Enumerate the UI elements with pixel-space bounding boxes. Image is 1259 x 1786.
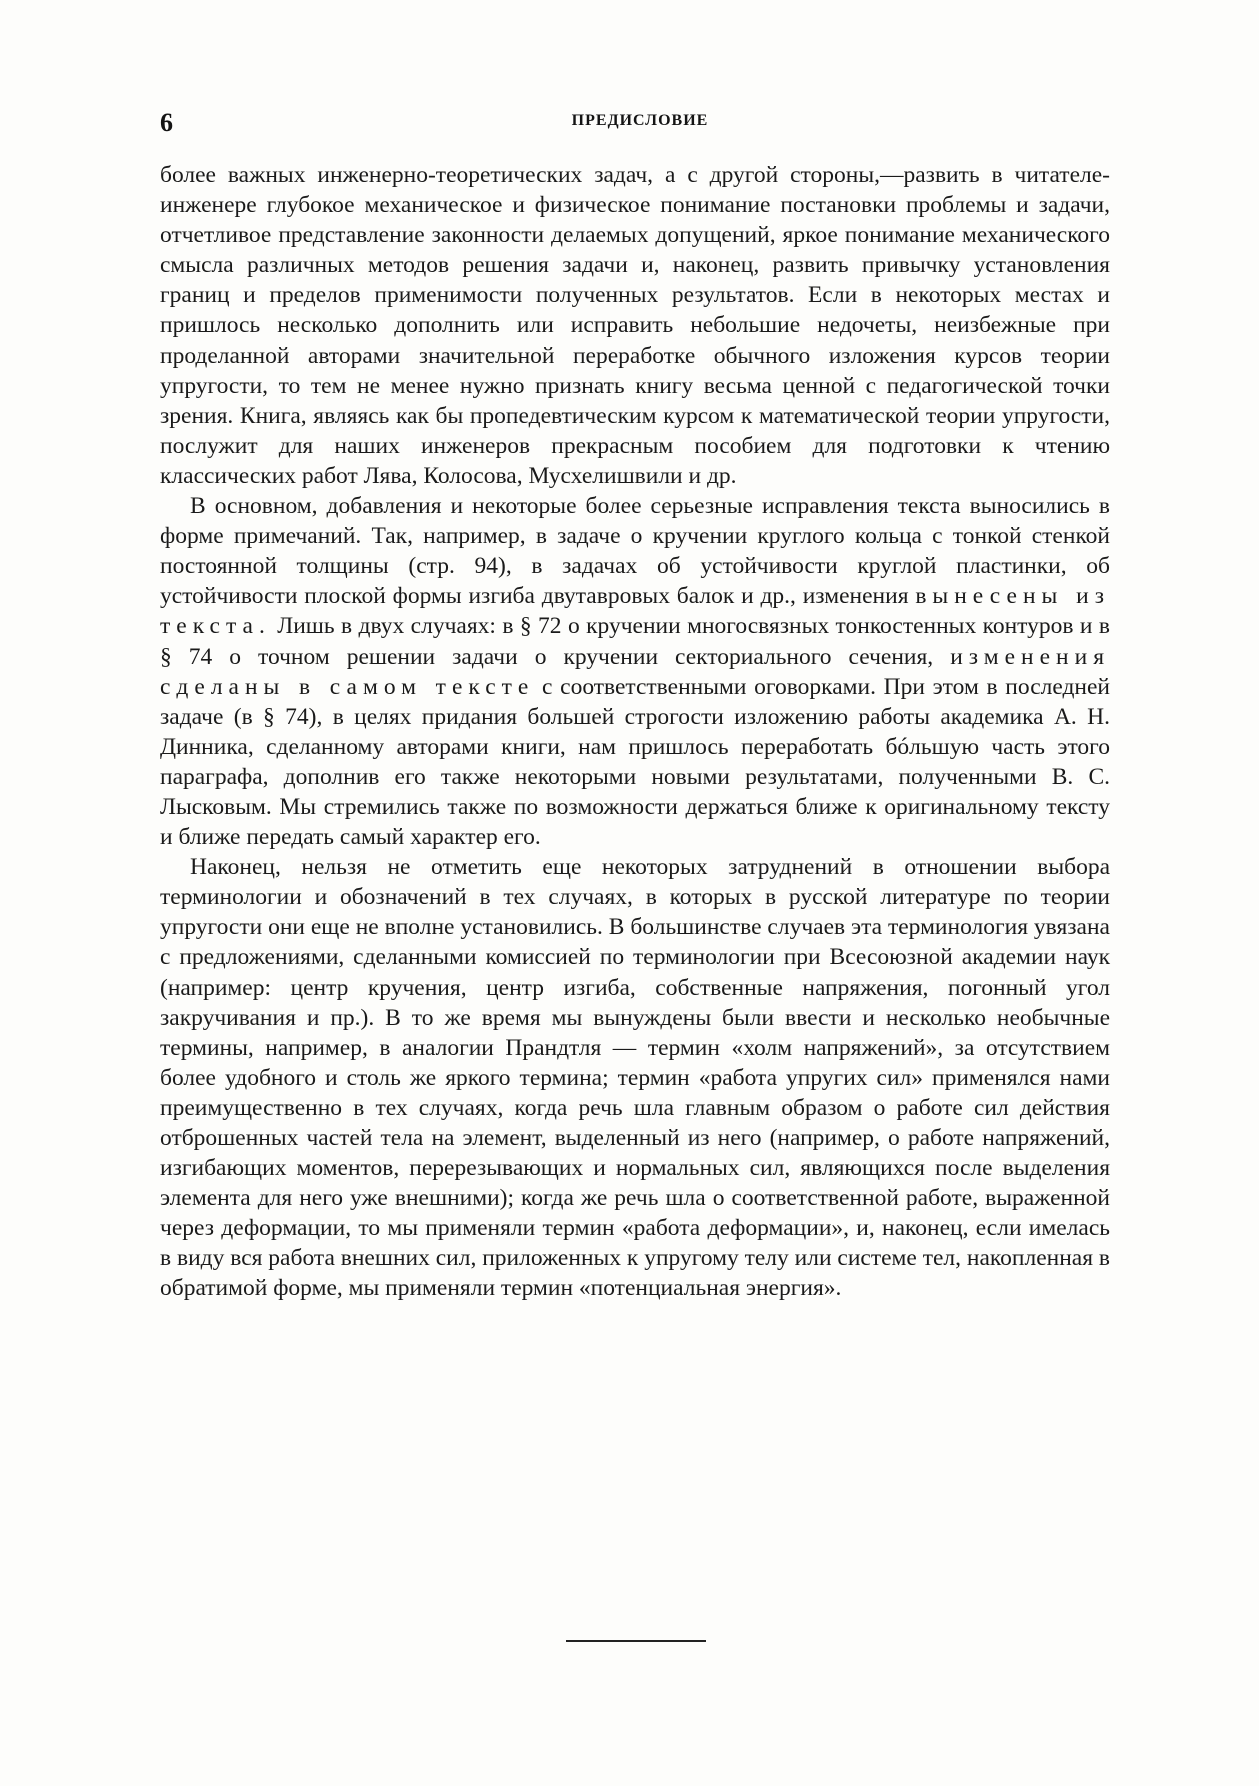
paragraph-1: более важных инженерно-теоретических задач, а с другой стороны,—развить в читателе-инженере глубокое механическое и физическое понимание постановки проблемы и задачи, отчетливое представление законности делаемых допущений, яркое понимание механического смысла различных методов решения задачи и, наконец, развить привычку установления границ и пределов применимости полученных результатов. Если в некоторых местах и пришлось несколько дополнить или исправить небольшие недочеты, неизбежные при проделанной авторами значительной переработке обычного изложения курсов теории упругости, то тем не менее нужно признать книгу весьма ценной с педагогической точки зрения. Книга, являясь как бы пропедевтическим курсом к математической теории упругости, послужит для наших инженеров прекрасным пособием для подготовки к чтению классических работ Лява, Колосова, Мусхелишвили и др. (160, 162, 1110, 489)
page-number: 6 (160, 108, 173, 137)
end-rule (566, 1640, 706, 1642)
paragraph-2 (160, 491, 1110, 852)
paragraph-2-spaced-1: вынесены из текста. (160, 583, 1110, 640)
paragraph-2-part-3: с соответственными оговорками. При этом в последней задаче (в § 74), в целях придания большей строгости изложению работы академика А. Н. Динника, сделанному авторами книги, нам пришлось переработать бóльшую часть этого параграфа, дополнив его также некоторыми новыми результатами, полученными В. С. Лысковым. Мы стремились также по возможности держаться ближе к оригинальному тексту и ближе передать самый характер его. (160, 673, 1111, 851)
paragraph-2-spaced-2: изменения сделаны в самом тексте (160, 643, 1110, 700)
body-text (160, 160, 1110, 1304)
page-header (160, 108, 1110, 138)
paragraph-3: Наконец, нельзя не отметить еще некоторых затруднений в отношении выбора терминологии и обозначений в тех случаях, в которых в русской литературе по теории упругости они еще не вполне установились. В большинстве случаев эта терминология увязана с предложениями, сделанными комиссией по терминологии при Всесоюзной академии наук (например: центр кручения, центр изгиба, собственные напряжения, погонный угол закручивания и пр.). В то же время мы вынуждены были ввести и несколько необычные термины, например, в аналогии Прандтля — термин «холм напряжений», за отсутствием более удобного и столь же яркого термина; термин «работа упругих сил» применялся нами преимущественно в тех случаях, когда речь шла главным образом о работе сил действия отброшенных частей тела на элемент, выделенный из него (например, о работе напряжений, изгибающих моментов, перерезывающих и нормальных сил, являющихся после выделения элемента для него уже внешними); когда же речь шла о соответственной работе, выраженной через деформации, то мы применяли термин «работа деформации», и, наконец, если имелась в виду вся работа внешних сил, приложенных к упругому телу или системе тел, накопленная в обратимой форме, мы применяли термин «потенциальная энергия». (160, 854, 1110, 1302)
running-head: ПРЕДИСЛОВИЕ (571, 112, 709, 129)
paragraph-2-part-1: В основном, добавления и некоторые более серьезные исправления текста выносились в форме примечаний. Так, например, в задаче о кручении круглого кольца с тонкой стенкой постоянной толщины (стр. 94), в задачах об устойчивости круглой пластинки, об устойчивости плоской формы изгиба двутавровых балок и др., изменения (160, 493, 1110, 610)
paragraph-2-part-2: Лишь в двух случаях: в § 72 о кручении многосвязных тонкостенных контуров и в § 74 о точном решении задачи о кручении секториального сечения, (160, 613, 1110, 670)
